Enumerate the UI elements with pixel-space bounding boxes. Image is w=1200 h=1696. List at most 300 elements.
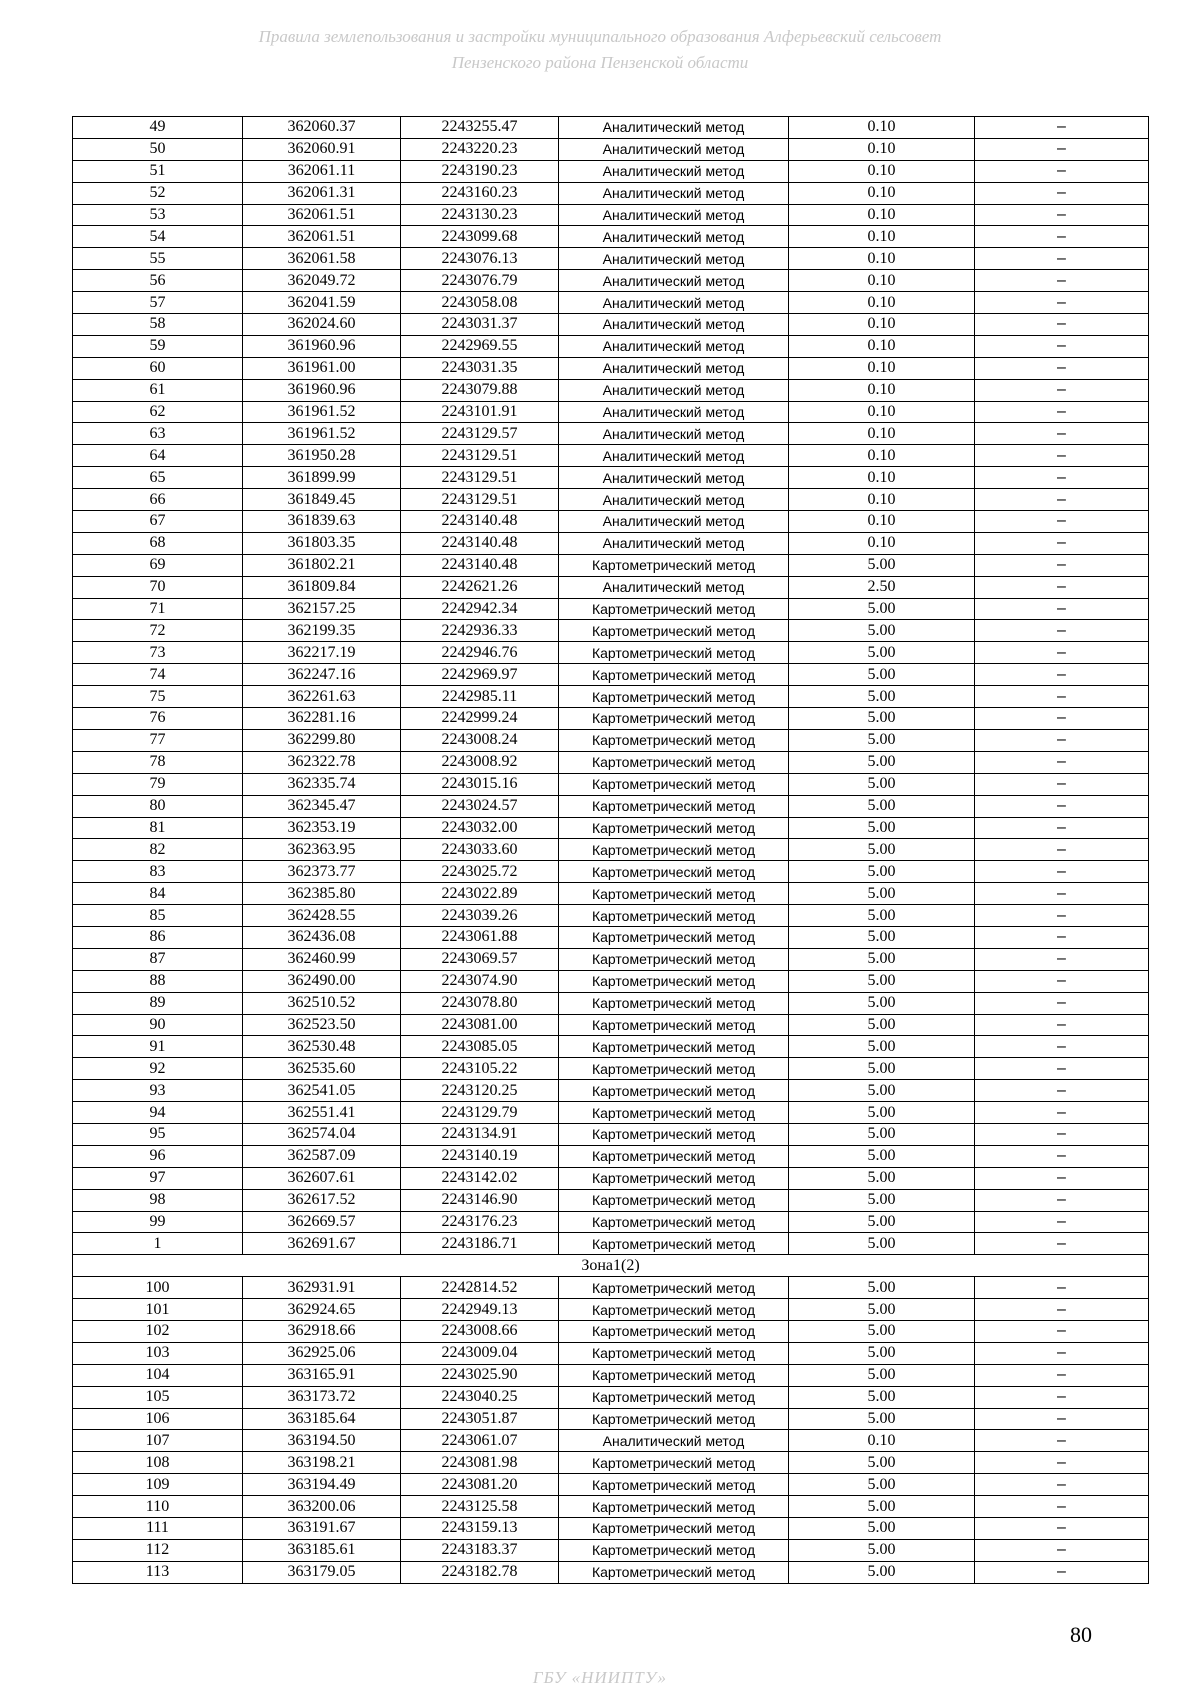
table-row bbox=[73, 1561, 1149, 1583]
y-coordinate-cell: 2243025.90 bbox=[401, 1364, 559, 1386]
note-cell: – bbox=[975, 467, 1149, 489]
accuracy-cell: 5.00 bbox=[789, 554, 975, 576]
note-cell: – bbox=[975, 1080, 1149, 1102]
accuracy-cell: 0.10 bbox=[789, 511, 975, 533]
table-row bbox=[73, 620, 1149, 642]
x-coordinate-cell: 362490.00 bbox=[243, 970, 401, 992]
table-row bbox=[73, 138, 1149, 160]
point-number-cell: 52 bbox=[73, 182, 243, 204]
accuracy-cell: 5.00 bbox=[789, 1320, 975, 1342]
note-cell: – bbox=[975, 182, 1149, 204]
point-number-cell: 66 bbox=[73, 489, 243, 511]
table-row bbox=[73, 117, 1149, 139]
accuracy-cell: 0.10 bbox=[789, 117, 975, 139]
point-number-cell: 78 bbox=[73, 751, 243, 773]
note-cell: – bbox=[975, 1211, 1149, 1233]
y-coordinate-cell: 2243159.13 bbox=[401, 1518, 559, 1540]
point-number-cell: 95 bbox=[73, 1123, 243, 1145]
point-number-cell: 86 bbox=[73, 926, 243, 948]
table-row bbox=[73, 423, 1149, 445]
note-cell: – bbox=[975, 379, 1149, 401]
point-number-cell: 73 bbox=[73, 642, 243, 664]
x-coordinate-cell: 362541.05 bbox=[243, 1080, 401, 1102]
y-coordinate-cell: 2243134.91 bbox=[401, 1123, 559, 1145]
y-coordinate-cell: 2243061.07 bbox=[401, 1430, 559, 1452]
note-cell: – bbox=[975, 1145, 1149, 1167]
table-row bbox=[73, 182, 1149, 204]
method-cell: Картометрический метод bbox=[559, 1277, 789, 1299]
note-cell: – bbox=[975, 489, 1149, 511]
accuracy-cell: 5.00 bbox=[789, 598, 975, 620]
method-cell: Картометрический метод bbox=[559, 554, 789, 576]
x-coordinate-cell: 361899.99 bbox=[243, 467, 401, 489]
y-coordinate-cell: 2243125.58 bbox=[401, 1496, 559, 1518]
table-row bbox=[73, 817, 1149, 839]
accuracy-cell: 5.00 bbox=[789, 861, 975, 883]
table-row bbox=[73, 554, 1149, 576]
y-coordinate-cell: 2243069.57 bbox=[401, 948, 559, 970]
x-coordinate-cell: 361961.52 bbox=[243, 423, 401, 445]
method-cell: Картометрический метод bbox=[559, 1561, 789, 1583]
method-cell: Аналитический метод bbox=[559, 532, 789, 554]
page-number: 80 bbox=[1070, 1622, 1092, 1647]
x-coordinate-cell: 363198.21 bbox=[243, 1452, 401, 1474]
accuracy-cell: 0.10 bbox=[789, 182, 975, 204]
table-row bbox=[73, 489, 1149, 511]
point-number-cell: 98 bbox=[73, 1189, 243, 1211]
note-cell: – bbox=[975, 248, 1149, 270]
table-row bbox=[73, 751, 1149, 773]
x-coordinate-cell: 361803.35 bbox=[243, 532, 401, 554]
table-row bbox=[73, 357, 1149, 379]
accuracy-cell: 5.00 bbox=[789, 905, 975, 927]
point-number-cell: 67 bbox=[73, 511, 243, 533]
method-cell: Картометрический метод bbox=[559, 817, 789, 839]
accuracy-cell: 5.00 bbox=[789, 1211, 975, 1233]
x-coordinate-cell: 363165.91 bbox=[243, 1364, 401, 1386]
x-coordinate-cell: 361839.63 bbox=[243, 511, 401, 533]
method-cell: Картометрический метод bbox=[559, 664, 789, 686]
y-coordinate-cell: 2243015.16 bbox=[401, 773, 559, 795]
accuracy-cell: 0.10 bbox=[789, 489, 975, 511]
point-number-cell: 69 bbox=[73, 554, 243, 576]
point-number-cell: 49 bbox=[73, 117, 243, 139]
table-row bbox=[73, 1211, 1149, 1233]
method-cell: Аналитический метод bbox=[559, 270, 789, 292]
note-cell: – bbox=[975, 1474, 1149, 1496]
accuracy-cell: 0.10 bbox=[789, 204, 975, 226]
y-coordinate-cell: 2243031.35 bbox=[401, 357, 559, 379]
method-cell: Картометрический метод bbox=[559, 773, 789, 795]
method-cell: Картометрический метод bbox=[559, 992, 789, 1014]
x-coordinate-cell: 362617.52 bbox=[243, 1189, 401, 1211]
method-cell: Картометрический метод bbox=[559, 1539, 789, 1561]
coordinates-table bbox=[72, 116, 1149, 1584]
note-cell: – bbox=[975, 204, 1149, 226]
x-coordinate-cell: 362363.95 bbox=[243, 839, 401, 861]
point-number-cell: 97 bbox=[73, 1167, 243, 1189]
point-number-cell: 80 bbox=[73, 795, 243, 817]
accuracy-cell: 0.10 bbox=[789, 401, 975, 423]
note-cell: – bbox=[975, 1430, 1149, 1452]
point-number-cell: 109 bbox=[73, 1474, 243, 1496]
point-number-cell: 59 bbox=[73, 335, 243, 357]
accuracy-cell: 5.00 bbox=[789, 751, 975, 773]
note-cell: – bbox=[975, 839, 1149, 861]
note-cell: – bbox=[975, 576, 1149, 598]
note-cell: – bbox=[975, 1386, 1149, 1408]
table-row bbox=[73, 1123, 1149, 1145]
point-number-cell: 112 bbox=[73, 1539, 243, 1561]
note-cell: – bbox=[975, 445, 1149, 467]
y-coordinate-cell: 2243129.57 bbox=[401, 423, 559, 445]
method-cell: Аналитический метод bbox=[559, 335, 789, 357]
x-coordinate-cell: 362523.50 bbox=[243, 1014, 401, 1036]
x-coordinate-cell: 362157.25 bbox=[243, 598, 401, 620]
y-coordinate-cell: 2243129.79 bbox=[401, 1102, 559, 1124]
table-row bbox=[73, 686, 1149, 708]
method-cell: Картометрический метод bbox=[559, 1058, 789, 1080]
note-cell: – bbox=[975, 138, 1149, 160]
x-coordinate-cell: 363185.61 bbox=[243, 1539, 401, 1561]
note-cell: – bbox=[975, 598, 1149, 620]
y-coordinate-cell: 2243160.23 bbox=[401, 182, 559, 204]
table-row bbox=[73, 335, 1149, 357]
note-cell: – bbox=[975, 729, 1149, 751]
table-row bbox=[73, 926, 1149, 948]
method-cell: Аналитический метод bbox=[559, 226, 789, 248]
note-cell: – bbox=[975, 1496, 1149, 1518]
table-row bbox=[73, 292, 1149, 314]
table-row bbox=[73, 532, 1149, 554]
y-coordinate-cell: 2242936.33 bbox=[401, 620, 559, 642]
point-number-cell: 56 bbox=[73, 270, 243, 292]
table-row bbox=[73, 1080, 1149, 1102]
accuracy-cell: 5.00 bbox=[789, 1058, 975, 1080]
method-cell: Картометрический метод bbox=[559, 1408, 789, 1430]
accuracy-cell: 5.00 bbox=[789, 1080, 975, 1102]
point-number-cell: 55 bbox=[73, 248, 243, 270]
y-coordinate-cell: 2243129.51 bbox=[401, 445, 559, 467]
table-row bbox=[73, 1452, 1149, 1474]
point-number-cell: 72 bbox=[73, 620, 243, 642]
note-cell: – bbox=[975, 1189, 1149, 1211]
table-row bbox=[73, 1320, 1149, 1342]
method-cell: Аналитический метод bbox=[559, 160, 789, 182]
note-cell: – bbox=[975, 992, 1149, 1014]
point-number-cell: 75 bbox=[73, 686, 243, 708]
y-coordinate-cell: 2243032.00 bbox=[401, 817, 559, 839]
point-number-cell: 103 bbox=[73, 1342, 243, 1364]
header-line-2: Пензенского района Пензенской области bbox=[451, 53, 749, 72]
table-row bbox=[73, 445, 1149, 467]
point-number-cell: 81 bbox=[73, 817, 243, 839]
x-coordinate-cell: 362669.57 bbox=[243, 1211, 401, 1233]
accuracy-cell: 5.00 bbox=[789, 620, 975, 642]
x-coordinate-cell: 362373.77 bbox=[243, 861, 401, 883]
method-cell: Картометрический метод bbox=[559, 1386, 789, 1408]
y-coordinate-cell: 2243220.23 bbox=[401, 138, 559, 160]
accuracy-cell: 0.10 bbox=[789, 532, 975, 554]
table-row bbox=[73, 992, 1149, 1014]
method-cell: Картометрический метод bbox=[559, 1014, 789, 1036]
table-row bbox=[73, 1342, 1149, 1364]
method-cell: Картометрический метод bbox=[559, 1496, 789, 1518]
accuracy-cell: 5.00 bbox=[789, 1123, 975, 1145]
note-cell: – bbox=[975, 1518, 1149, 1540]
y-coordinate-cell: 2243076.13 bbox=[401, 248, 559, 270]
table-row bbox=[73, 795, 1149, 817]
point-number-cell: 84 bbox=[73, 883, 243, 905]
point-number-cell: 96 bbox=[73, 1145, 243, 1167]
y-coordinate-cell: 2243033.60 bbox=[401, 839, 559, 861]
y-coordinate-cell: 2242946.76 bbox=[401, 642, 559, 664]
note-cell: – bbox=[975, 1452, 1149, 1474]
point-number-cell: 54 bbox=[73, 226, 243, 248]
table-row bbox=[73, 708, 1149, 730]
note-cell: – bbox=[975, 1561, 1149, 1583]
table-row bbox=[73, 160, 1149, 182]
accuracy-cell: 5.00 bbox=[789, 795, 975, 817]
note-cell: – bbox=[975, 970, 1149, 992]
method-cell: Картометрический метод bbox=[559, 1102, 789, 1124]
y-coordinate-cell: 2243008.92 bbox=[401, 751, 559, 773]
table-row bbox=[73, 270, 1149, 292]
accuracy-cell: 0.10 bbox=[789, 467, 975, 489]
y-coordinate-cell: 2243140.48 bbox=[401, 511, 559, 533]
method-cell: Аналитический метод bbox=[559, 1430, 789, 1452]
x-coordinate-cell: 361961.52 bbox=[243, 401, 401, 423]
table-row bbox=[73, 773, 1149, 795]
table-row bbox=[73, 642, 1149, 664]
method-cell: Картометрический метод bbox=[559, 1211, 789, 1233]
y-coordinate-cell: 2243129.51 bbox=[401, 467, 559, 489]
method-cell: Картометрический метод bbox=[559, 620, 789, 642]
point-number-cell: 91 bbox=[73, 1036, 243, 1058]
note-cell: – bbox=[975, 795, 1149, 817]
note-cell: – bbox=[975, 861, 1149, 883]
accuracy-cell: 5.00 bbox=[789, 1496, 975, 1518]
note-cell: – bbox=[975, 1036, 1149, 1058]
note-cell: – bbox=[975, 1408, 1149, 1430]
point-number-cell: 110 bbox=[73, 1496, 243, 1518]
x-coordinate-cell: 362060.37 bbox=[243, 117, 401, 139]
y-coordinate-cell: 2243008.24 bbox=[401, 729, 559, 751]
note-cell: – bbox=[975, 905, 1149, 927]
accuracy-cell: 5.00 bbox=[789, 686, 975, 708]
y-coordinate-cell: 2243081.20 bbox=[401, 1474, 559, 1496]
note-cell: – bbox=[975, 511, 1149, 533]
point-number-cell: 57 bbox=[73, 292, 243, 314]
accuracy-cell: 0.10 bbox=[789, 314, 975, 336]
method-cell: Картометрический метод bbox=[559, 1320, 789, 1342]
table-row bbox=[73, 729, 1149, 751]
accuracy-cell: 5.00 bbox=[789, 664, 975, 686]
x-coordinate-cell: 362574.04 bbox=[243, 1123, 401, 1145]
note-cell: – bbox=[975, 423, 1149, 445]
note-cell: – bbox=[975, 1058, 1149, 1080]
y-coordinate-cell: 2243130.23 bbox=[401, 204, 559, 226]
table-row bbox=[73, 511, 1149, 533]
method-cell: Картометрический метод bbox=[559, 708, 789, 730]
table-row bbox=[73, 883, 1149, 905]
accuracy-cell: 2.50 bbox=[789, 576, 975, 598]
x-coordinate-cell: 361961.00 bbox=[243, 357, 401, 379]
accuracy-cell: 0.10 bbox=[789, 379, 975, 401]
x-coordinate-cell: 362024.60 bbox=[243, 314, 401, 336]
y-coordinate-cell: 2242621.26 bbox=[401, 576, 559, 598]
table-row bbox=[73, 970, 1149, 992]
x-coordinate-cell: 362460.99 bbox=[243, 948, 401, 970]
x-coordinate-cell: 361960.96 bbox=[243, 379, 401, 401]
point-number-cell: 83 bbox=[73, 861, 243, 883]
note-cell: – bbox=[975, 1364, 1149, 1386]
x-coordinate-cell: 363179.05 bbox=[243, 1561, 401, 1583]
x-coordinate-cell: 362060.91 bbox=[243, 138, 401, 160]
note-cell: – bbox=[975, 292, 1149, 314]
point-number-cell: 89 bbox=[73, 992, 243, 1014]
note-cell: – bbox=[975, 686, 1149, 708]
x-coordinate-cell: 362353.19 bbox=[243, 817, 401, 839]
note-cell: – bbox=[975, 1299, 1149, 1321]
y-coordinate-cell: 2243142.02 bbox=[401, 1167, 559, 1189]
accuracy-cell: 5.00 bbox=[789, 1299, 975, 1321]
y-coordinate-cell: 2242942.34 bbox=[401, 598, 559, 620]
y-coordinate-cell: 2243140.48 bbox=[401, 554, 559, 576]
x-coordinate-cell: 361849.45 bbox=[243, 489, 401, 511]
x-coordinate-cell: 362436.08 bbox=[243, 926, 401, 948]
x-coordinate-cell: 362335.74 bbox=[243, 773, 401, 795]
method-cell: Аналитический метод bbox=[559, 489, 789, 511]
method-cell: Картометрический метод bbox=[559, 1080, 789, 1102]
table-row bbox=[73, 1474, 1149, 1496]
y-coordinate-cell: 2242969.55 bbox=[401, 335, 559, 357]
x-coordinate-cell: 361950.28 bbox=[243, 445, 401, 467]
method-cell: Аналитический метод bbox=[559, 292, 789, 314]
y-coordinate-cell: 2243182.78 bbox=[401, 1561, 559, 1583]
point-number-cell: 71 bbox=[73, 598, 243, 620]
accuracy-cell: 5.00 bbox=[789, 1189, 975, 1211]
accuracy-cell: 0.10 bbox=[789, 270, 975, 292]
note-cell: – bbox=[975, 1342, 1149, 1364]
y-coordinate-cell: 2243061.88 bbox=[401, 926, 559, 948]
y-coordinate-cell: 2243031.37 bbox=[401, 314, 559, 336]
method-cell: Картометрический метод bbox=[559, 1342, 789, 1364]
method-cell: Картометрический метод bbox=[559, 1167, 789, 1189]
x-coordinate-cell: 362299.80 bbox=[243, 729, 401, 751]
method-cell: Картометрический метод bbox=[559, 905, 789, 927]
y-coordinate-cell: 2243176.23 bbox=[401, 1211, 559, 1233]
accuracy-cell: 5.00 bbox=[789, 970, 975, 992]
note-cell: – bbox=[975, 270, 1149, 292]
point-number-cell: 92 bbox=[73, 1058, 243, 1080]
y-coordinate-cell: 2243099.68 bbox=[401, 226, 559, 248]
point-number-cell: 70 bbox=[73, 576, 243, 598]
table-row bbox=[73, 576, 1149, 598]
table-row bbox=[73, 204, 1149, 226]
method-cell: Картометрический метод bbox=[559, 1299, 789, 1321]
y-coordinate-cell: 2243186.71 bbox=[401, 1233, 559, 1255]
table-row bbox=[73, 467, 1149, 489]
x-coordinate-cell: 362061.31 bbox=[243, 182, 401, 204]
table-row bbox=[73, 1058, 1149, 1080]
method-cell: Аналитический метод bbox=[559, 511, 789, 533]
section-row bbox=[73, 1255, 1149, 1277]
method-cell: Картометрический метод bbox=[559, 1518, 789, 1540]
accuracy-cell: 0.10 bbox=[789, 248, 975, 270]
point-number-cell: 93 bbox=[73, 1080, 243, 1102]
accuracy-cell: 5.00 bbox=[789, 1539, 975, 1561]
table-row bbox=[73, 248, 1149, 270]
y-coordinate-cell: 2243190.23 bbox=[401, 160, 559, 182]
method-cell: Картометрический метод bbox=[559, 686, 789, 708]
point-number-cell: 60 bbox=[73, 357, 243, 379]
y-coordinate-cell: 2243074.90 bbox=[401, 970, 559, 992]
table-row bbox=[73, 948, 1149, 970]
coordinates-table-body bbox=[73, 117, 1149, 1584]
point-number-cell: 51 bbox=[73, 160, 243, 182]
method-cell: Аналитический метод bbox=[559, 379, 789, 401]
x-coordinate-cell: 362924.65 bbox=[243, 1299, 401, 1321]
note-cell: – bbox=[975, 817, 1149, 839]
accuracy-cell: 5.00 bbox=[789, 773, 975, 795]
y-coordinate-cell: 2243120.25 bbox=[401, 1080, 559, 1102]
y-coordinate-cell: 2243255.47 bbox=[401, 117, 559, 139]
point-number-cell: 64 bbox=[73, 445, 243, 467]
method-cell: Картометрический метод bbox=[559, 795, 789, 817]
accuracy-cell: 5.00 bbox=[789, 1474, 975, 1496]
accuracy-cell: 0.10 bbox=[789, 335, 975, 357]
method-cell: Картометрический метод bbox=[559, 642, 789, 664]
x-coordinate-cell: 362322.78 bbox=[243, 751, 401, 773]
accuracy-cell: 5.00 bbox=[789, 1408, 975, 1430]
table-row bbox=[73, 664, 1149, 686]
method-cell: Картометрический метод bbox=[559, 1233, 789, 1255]
note-cell: – bbox=[975, 664, 1149, 686]
accuracy-cell: 5.00 bbox=[789, 1561, 975, 1583]
table-row bbox=[73, 1408, 1149, 1430]
accuracy-cell: 5.00 bbox=[789, 883, 975, 905]
note-cell: – bbox=[975, 1102, 1149, 1124]
method-cell: Картометрический метод bbox=[559, 1123, 789, 1145]
point-number-cell: 63 bbox=[73, 423, 243, 445]
method-cell: Картометрический метод bbox=[559, 1364, 789, 1386]
point-number-cell: 76 bbox=[73, 708, 243, 730]
y-coordinate-cell: 2243140.19 bbox=[401, 1145, 559, 1167]
accuracy-cell: 0.10 bbox=[789, 138, 975, 160]
accuracy-cell: 5.00 bbox=[789, 1518, 975, 1540]
accuracy-cell: 0.10 bbox=[789, 423, 975, 445]
x-coordinate-cell: 362041.59 bbox=[243, 292, 401, 314]
note-cell: – bbox=[975, 642, 1149, 664]
note-cell: – bbox=[975, 948, 1149, 970]
method-cell: Картометрический метод bbox=[559, 1036, 789, 1058]
note-cell: – bbox=[975, 751, 1149, 773]
y-coordinate-cell: 2243058.08 bbox=[401, 292, 559, 314]
x-coordinate-cell: 363173.72 bbox=[243, 1386, 401, 1408]
y-coordinate-cell: 2243024.57 bbox=[401, 795, 559, 817]
point-number-cell: 62 bbox=[73, 401, 243, 423]
method-cell: Аналитический метод bbox=[559, 401, 789, 423]
method-cell: Картометрический метод bbox=[559, 883, 789, 905]
table-row bbox=[73, 1277, 1149, 1299]
note-cell: – bbox=[975, 1123, 1149, 1145]
method-cell: Картометрический метод bbox=[559, 948, 789, 970]
point-number-cell: 107 bbox=[73, 1430, 243, 1452]
x-coordinate-cell: 362061.51 bbox=[243, 204, 401, 226]
point-number-cell: 68 bbox=[73, 532, 243, 554]
point-number-cell: 94 bbox=[73, 1102, 243, 1124]
